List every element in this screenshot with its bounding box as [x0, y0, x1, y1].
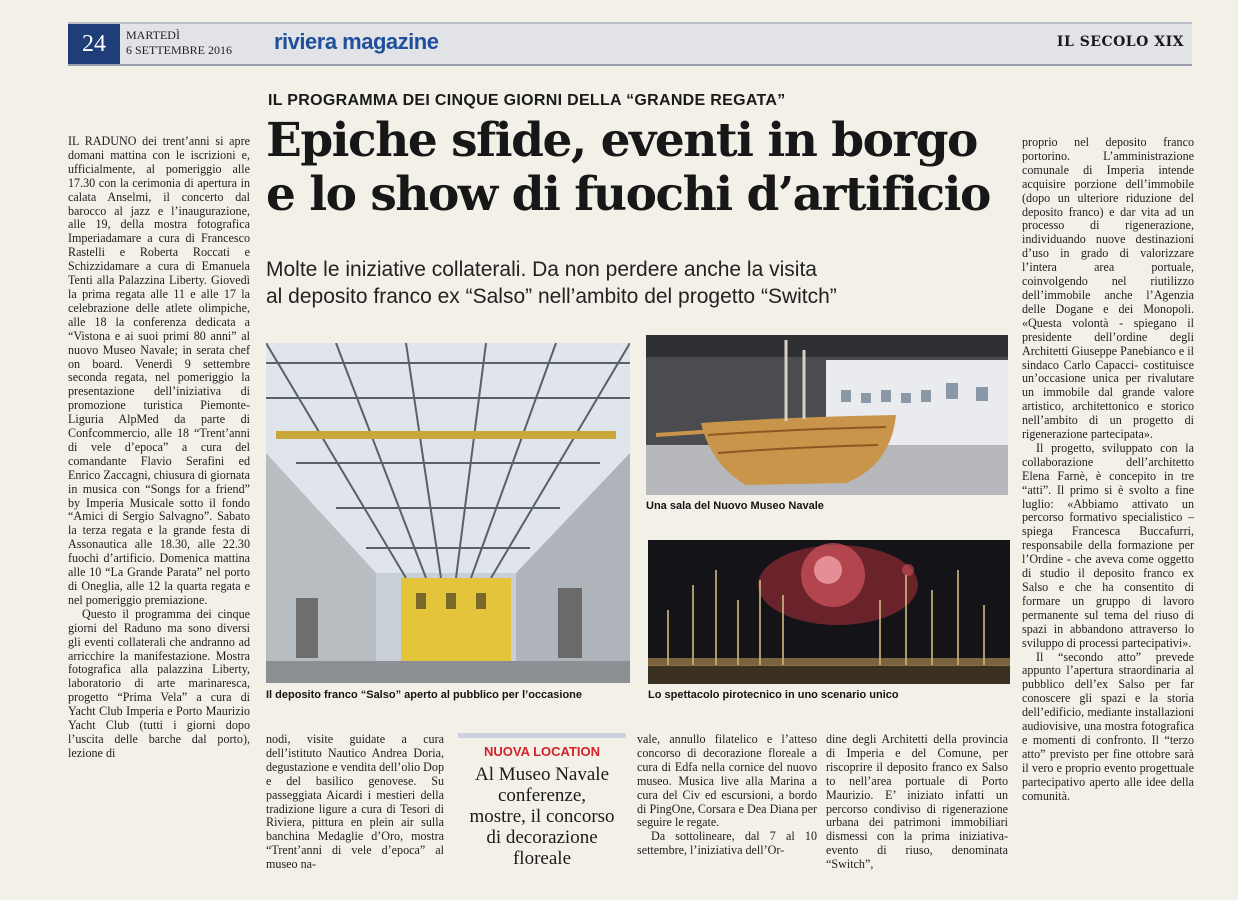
page-number: 24	[68, 24, 120, 64]
article-column-5	[1022, 136, 1194, 804]
weekday: MARTEDÌ	[126, 28, 180, 42]
article-column-2	[266, 733, 444, 872]
sidebar-title-line: Al Museo Navale	[474, 764, 610, 785]
deck-line: Molte le iniziative collaterali. Da non perdere anche la visita	[266, 258, 817, 281]
kicker: IL PROGRAMMA DEI CINQUE GIORNI DELLA “GRANDE REGATA”	[268, 92, 786, 109]
sidebar-title	[458, 764, 626, 869]
paragraph: vale, annullo filatelico e l’atteso concorso di decorazione floreale a cura di Edfa nella cornice del nuovo museo. Musica live alla Marina a cura del Civ ed escursioni, a bordo di PingOne, Corsara e Dea Diana per seguire le regate.	[637, 732, 817, 830]
sidebar-title-line: mostre, il concorso	[469, 806, 615, 827]
sidebar-title-line: floreale	[512, 848, 571, 869]
paragraph: Questo il programma dei cinque giorni del Raduno ma sono diversi gli eventi collaterali che andranno ad arricchire la manifestazione. Mostra fotografica alla palazzina Liberty, laboratorio di arte marinaresca, progetto “Prima Vela” a cura di Yacht Club Imperia e Porto Maurizio Yacht Club (tutti i giorni dopo l’uscita delle barche dal porto), lezione di	[68, 606, 250, 760]
sidebar-title-line: conferenze,	[497, 785, 587, 806]
headline-line: Epiche sfide, eventi in borgo	[266, 113, 977, 168]
masthead	[68, 22, 1192, 66]
fireworks-caption: Lo spettacolo pirotecnico in uno scenario unico	[648, 689, 899, 701]
fireworks-photo	[648, 540, 1010, 684]
paragraph: Il progetto, sviluppato con la collaborazione dell’architetto Elena Farnè, è concepito in tre “atti”. Il primo si è svolto a fine luglio: «Abbiamo attivato un percorso formativo specialistico – spiega Francesca Buccafurri, responsabile della formazione per l’Ordine - che aveva come oggetto di studio il deposito franco ex Salso e che ha consentito di formare un gruppo di lavoro permanente sul tema del riuso di spazi in abbandono attraverso lo sviluppo di processi partecipativi».	[1022, 440, 1194, 650]
date: 6 SETTEMBRE 2016	[126, 43, 233, 57]
article-column-4	[826, 733, 1008, 872]
museum-caption: Una sala del Nuovo Museo Navale	[646, 500, 824, 512]
deck-line: al deposito franco ex “Salso” nell’ambito del progetto “Switch”	[266, 285, 837, 308]
paragraph: dine degli Architetti della provincia di Imperia e del Comune, per riscoprire il deposito franco ex Salso to nell’area portuale di Porto Maurizio. E’ iniziato infatti un percorso condiviso di rigenerazione urbana dei patrimoni immobiliari dismessi con la prima iniziativa-evento di riuso, denominata “Switch”,	[826, 732, 1008, 872]
paragraph: Da sottolineare, dal 7 al 10 settembre, l’iniziativa dell’Or-	[637, 829, 817, 858]
article-column-3	[637, 733, 817, 858]
sidebar-box	[458, 733, 626, 878]
paragraph: IL RADUNO dei trent’anni si apre domani mattina con le iscrizioni e, ufficialmente, al pomeriggio alle 17.30 con la cerimonia di apertura in calata Anselmi, il concerto dal barocco al jazz e l’inaugurazione, alle 19, della mostra fotografica Imperiadamare a cura di Francesco Rastelli e Roberta Roccati e Schizzidamare a cura di Emanuela Tenti alla Palazzina Liberty. Giovedì la prima regata alle 11 e alle 17 la celebrazione delle atlete olimpiche, alle 18 la conferenza dedicata a “Vistona e ai suoi primi 80 anni” al nuovo Museo Navale; in serata chef on board. Venerdì 9 settembre seconda regata, nel pomeriggio la presentazione dell’iniziativa di promozione turistica Piemonte-Liguria AlpMed da parte di Confcommercio, alle 18 “Trent’anni di vele d’epoca” a cura del comandante Flavio Serafini ed Enrico Zaccagni, chiusura di giornata in musica con “Songs for a friend” by Imperia Musicale sotto il fondo “Amici di Sergio Salvagno”. Sabato la terza regata e la grande festa di Assonautica alle 18.30, alle 22.30 fuochi d’artificio. Domenica mattina alle 10 “La Grande Parata” nel porto di Oneglia, alle 12 la quarta regata e nel pomeriggio premiazione.	[68, 134, 250, 607]
section-name: riviera magazine	[274, 29, 439, 54]
paragraph: nodi, visite guidate a cura dell’istituto Nautico Andrea Doria, degustazione e vendita dell’olio Dop e del basilico genovese. Su passeggiata Aicardi i mestieri della tradizione ligure a cura di Tesori di Riviera, pittura en plein air sulla banchina Medaglie d’Oro, mostra “Trent’anni di vele d’epoca” al museo na-	[266, 732, 444, 872]
warehouse-caption: Il deposito franco “Salso” aperto al pubblico per l’occasione	[266, 689, 583, 701]
sidebar-title-line: di decorazione	[486, 827, 598, 848]
issue-date	[126, 28, 232, 58]
museum-photo	[646, 335, 1008, 495]
warehouse-photo	[266, 343, 630, 683]
newspaper-name: IL SECOLO XIX	[1056, 34, 1184, 50]
paragraph: Il “secondo atto” prevede appunto l’apertura straordinaria al pubblico dell’ex Salso per far conoscere gli spazi e la storia dell’edificio, mediante installazioni audiovisive, una mostra fotografica e momenti di confronto. Il “terzo atto” previsto per fine ottobre sarà il vero e proprio evento progettuale partecipativo aperto alle idee della comunità.	[1022, 649, 1194, 803]
paragraph: proprio nel deposito franco portorino. L’amministrazione comunale di Imperia intende acquisire porzione dell’immobile (dopo un ulteriore riduzione del deposito franco) e dar vita ad un processo di rigenerazione, individuando nuove destinazioni d’uso in grado di valorizzare l’intera area portuale, coinvolgendo nel riutilizzo dell’immobile anche l’Agenzia delle Dogane e dei Monopoli. «Questa volontà - spiegano il presidente dell’ordine degli Architetti Giuseppe Panebianco e il sindaco Carlo Capacci- costituisce un’occasione unica per rivalutare un immobile dal grande valore artistico, architettonico e storico nell’ambito di un progetto di rigenerazione partecipata».	[1022, 135, 1194, 442]
headline	[266, 114, 1016, 222]
sidebar-tag: NUOVA LOCATION	[483, 744, 601, 759]
deck	[266, 256, 1016, 310]
article-column-1	[68, 135, 250, 761]
headline-line: e lo show di fuochi d’artificio	[266, 167, 990, 222]
